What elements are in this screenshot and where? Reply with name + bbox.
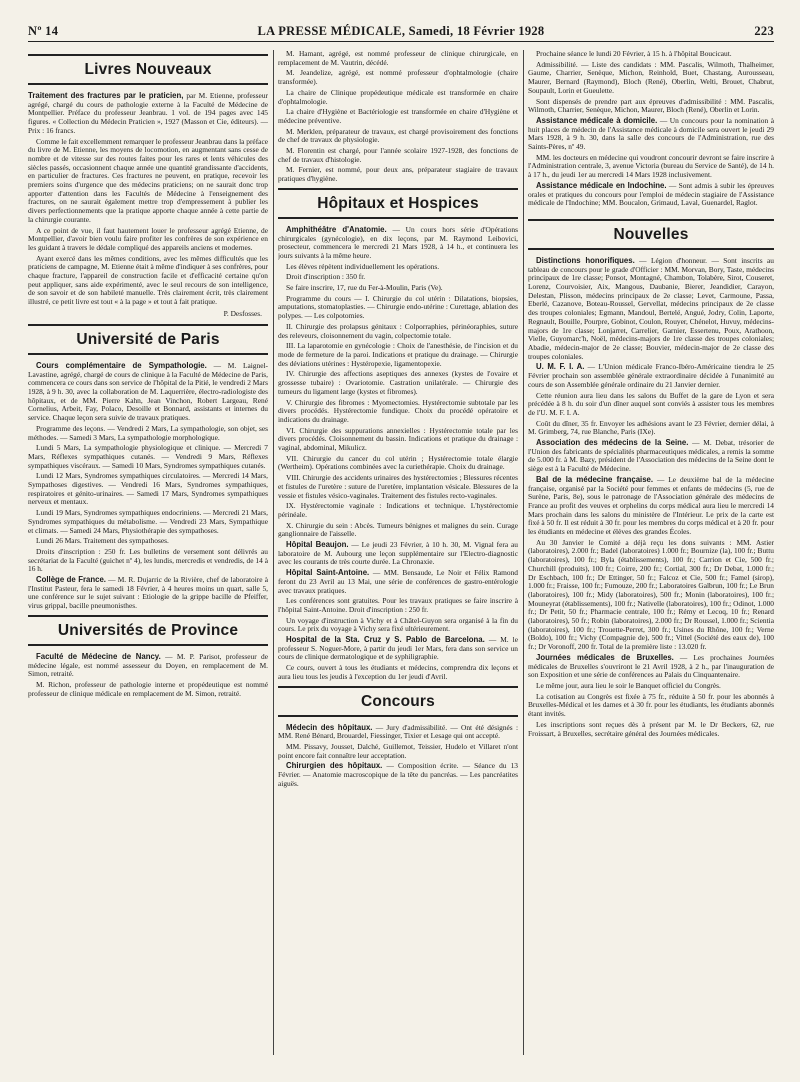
news-item xyxy=(278,724,518,741)
paragraph: III. La laparotomie en gynécologie : Choix de l'anesthésie, de l'incision et du mode de fermeture de la paroi. Indications et pratique du drainage. — Chirurgie des déviations utérines : Hystéropexie, ligamentopexie. xyxy=(278,341,518,368)
paragraph: M. Fernier, est nommé, pour deux ans, préparateur stagiaire de travaux pratiques d'hygiène. xyxy=(278,165,518,184)
paragraph: Prochaine séance le lundi 20 Février, à 15 h. à l'hôpital Boucicaut. xyxy=(536,50,732,58)
book-title: Traitement des fractures par le praticien, xyxy=(28,91,184,100)
item-heading: U. M. F. I. A. xyxy=(536,362,585,372)
issue-number: Nº 14 xyxy=(28,24,59,38)
item-body: — Un concours pour la nomination à huit places de médecin de l'Assistance médicale à domicile sera ouvert le jeudi 29 Mars 1928, à 9 h. 30, dans la salle des concours de l'Administration, rue des Saints-Pères, nº 49. xyxy=(528,115,774,152)
paragraph: Ayant exercé dans les mêmes conditions, avec les mêmes difficultés que les praticiens de campagne, M. Etienne était à même d'indiquer à ses confrères, pour chaque fracture, l'appareil de construction facile et d'efficacité certaine qu'on peut appliquer, sans aide expérimenté, avec le seul recours de son intelligence, de son savoir et de son habileté manuelle. Très clairement écrit, très clairement illustré, ce petit livre est tout « à la page » et tout à fait pratique. xyxy=(28,253,268,307)
book-entry xyxy=(28,92,268,136)
paragraph: Lundi 5 Mars, La sympathologie physiologique et clinique. — Mercredi 7 Mars, Réflexes sympathiques cutanés. — Vendredi 9 Mars, Réflexes sympathiques viscéraux. — Samedi 10 Mars, Syndromes sympathiques cutanés. xyxy=(28,443,268,470)
news-item xyxy=(28,653,268,679)
item-heading: Journées médicales de Bruxelles. xyxy=(536,652,674,662)
news-item xyxy=(528,117,774,152)
item-body: — Un cours hors série d'Opérations chirurgicales (gynécologie), en dix leçons, par M. Raymond Leibovici, prosecteur, commencera le mercredi 21 Mars 1928, à 14 h., et continuera les jours suivants à la même heure. xyxy=(278,224,518,260)
column-2 xyxy=(278,50,518,1060)
paragraph: MM. les docteurs en médecine qui voudront concourir devront se faire inscrire à l'Administration centrale, 3, avenue Victoria (bureau du Service de Santé), de 14 h. à 17 h., du jeudi 1er au mercredi 14 Mars 1928 inclusivement. xyxy=(528,152,774,180)
item-heading: Hôpital Saint-Antoine. xyxy=(286,568,370,578)
news-item xyxy=(28,576,268,611)
paragraph: M. Richon, professeur de pathologie interne et propédeutique est nommé professeur de clinique médicale en remplacement de M. Simon, retraité. xyxy=(28,679,268,698)
column-divider xyxy=(523,50,524,1055)
item-body: — Le jeudi 23 Février, à 10 h. 30, M. Vignal fera au laboratoire de M. Aubourg une leçon supplémentaire sur l'Electro-diagnostic avec les courants de très courte durée. La Chronaxie. xyxy=(278,540,518,567)
paragraph: A ce point de vue, il faut hautement louer le professeur agrégé Etienne, de Montpellier, d'avoir bien voulu faire profiter les confrères de son expérience en les guidant à travers le dédale compliqué des appareils anciens et modernes. xyxy=(28,225,268,252)
news-item xyxy=(528,182,774,208)
section-title: Universités de Province xyxy=(57,621,239,639)
item-heading: Assistance médicale à domicile. xyxy=(536,115,658,125)
paragraph: Lundi 19 Mars, Syndromes sympathiques endocriniens. — Mercredi 21 Mars, Syndromes sympathiques du métabolisme. — Vendredi 23 Mars, Sympathique et climats. — Samedi 24 Mars, Physiothérapie des sympathoses. xyxy=(28,508,268,535)
paragraph: IV. Chirurgie des affections aseptiques des annexes (kystes de l'ovaire et grossesse tubaire) : Ovariotomie. Castration unilatérale. — Chirurgie des tumeurs du ligament large (kystes et fibromes). xyxy=(278,369,518,396)
news-item xyxy=(28,362,268,423)
book-details: par M. Etienne, professeur agrégé, chargé du cours de pathologie externe à la Faculté de Médecine de Montpellier. Préface du professeur Jeanbrau. 1 vol. de 194 pages avec 145 figures. « Collection du Médecin Praticien », 1927 (Masson et Cie, éditeurs). — Prix : 16 francs. xyxy=(28,91,268,135)
page-number: 223 xyxy=(754,24,774,38)
item-body: — Sont admis à subir les épreuves orales et pratiques du concours pour l'emploi de médecin stagiaire de l'Assistance médicale de l'Indochine; MM. Boucalon, Grimaud, Laval, Guenardel, Raglot. xyxy=(528,180,774,208)
section-header-nouvelles xyxy=(528,219,774,250)
paragraph: X. Chirurgie du sein : Abcès. Tumeurs bénignes et malignes du sein. Curage ganglionnaire de l'aisselle. xyxy=(278,520,518,539)
paragraph: Les inscriptions sont reçues dès à présent par M. le Dr Beckers, 62, rue Froissart, à Bruxelles, secrétaire général des Journées médicales. xyxy=(528,719,774,738)
news-item xyxy=(528,476,774,537)
item-heading: Amphithéâtre d'Anatomie. xyxy=(286,224,387,234)
section-title: Nouvelles xyxy=(613,225,689,243)
item-body: — MM. Bensaude, Le Noir et Félix Ramond feront du 23 Avril au 13 Mai, une série de conférences de gastro-entérologie avec travaux pratiques. xyxy=(278,568,518,595)
paragraph: Lundi 26 Mars. Traitement des sympathoses. xyxy=(36,536,169,546)
paragraph: Comme le fait excellemment remarquer le professeur Jeanbrau dans la préface du livre de M. Etienne, les moyens de locomotion, en augmentant sans cesse de nombre et de vitesse sur des routes faites pour les rares et lents véhicules des siècles passés, occasionnent chaque année une quantité grandissante d'accidents, en particulier de fractures. Ces fractures ne peuvent, en pratique, recevoir les premiers soins d'urgence que des médecins praticiens; on ne saurait donc trop apporter d'attention dans les Facultés de Médecine à l'enseignement des fractures, on ne saurait également mettre trop d'empressement à publier les divers perfectionnements que la pratique apporte chaque année à cette partie de la chirurgie courante. xyxy=(28,136,268,224)
news-item xyxy=(278,569,518,595)
paragraph: Droits d'inscription : 250 fr. Les bulletins de versement sont délivrés au secrétariat de la Faculté (guichet nº 4), les lundis, mercredis et vendredis, de 14 à 16 h. xyxy=(28,546,268,574)
item-heading: Bal de la médecine française. xyxy=(536,474,654,484)
news-item xyxy=(528,654,774,680)
paragraph: II. Chirurgie des prolapsus génitaux : Colporraphies, périnéoraphies, suture des releveurs, cloisonnement du vagin, colpectomie totale. xyxy=(278,321,518,340)
paragraph: VIII. Chirurgie des accidents urinaires des hystérectomies ; Blessures récentes et fistules de l'uretère : suture de l'uretère, implantation vésicale. Blessures de la vessie et fistules vésico-vaginales. Traitement des fistules recto-vaginales. xyxy=(278,473,518,500)
paragraph: Le même jour, aura lieu le soir le Banquet officiel du Congrès. xyxy=(536,681,721,690)
section-header-province xyxy=(28,615,268,646)
item-heading: Collège de France. xyxy=(36,575,106,585)
paragraph: Les élèves répètent individuellement les opérations. xyxy=(286,261,440,271)
news-item xyxy=(528,257,774,361)
paragraph: M. Florentin est chargé, pour l'année scolaire 1927-1928, des fonctions de chef de travaux d'histologie. xyxy=(278,146,518,164)
paragraph: Au 30 Janvier le Comité a déjà reçu les dons suivants : MM. Astier (laboratoires), 2.000 fr.; Badel (laboratoires) 1.000 fr.; Bournize (la), 100 fr.; Buttu (laboratoires), 100 fr.; Byla (établissements), 100 fr.; Carrion et Cie, 500 fr.; Churchill (produits), 100 fr.; Coirre, 200 fr.; Cortial, 300 fr.; Dr Debat, 1.000 fr.; Dr Eschbach, 100 fr.; Dr Ettinger, 50 fr.; Falcoz et Cie, 500 fr.; Famel (sirop), 1.000 fr.; Fraisse, 100 fr.; Fumouze, 200 fr.; Laboratoires Galbrun, 100 fr.; Le Brun (laboratoires), 100 fr.; Midy (laboratoires), 500 fr.; Monin (laboratoires), 100 fr.; Mouneyrat (établissements), 100 fr.; Nativelle (laboratoires), 100 fr.; Odinot, 1.000 fr.; Dr Petit, 50 fr.; Pharmacie centrale, 100 fr.; Rémy et Lecoq, 10 fr.; Renard (laboratoires), 50 fr.; Robin (laboratoires), 2.000 fr.; Dr Roussel, 1.000 fr.; Scientia (laboratoires), 100 fr.; Trouette-Perret, 300 fr.; Usines du Rhône, 100 fr.; Verne (Boldo), 100 fr.; Vichy (Compagnie de), 500 fr.; Vittel (Société des eaux de), 100 fr.; Dr Voronoff, 200 fr. Total de la première liste : 13.020 fr. xyxy=(528,537,774,652)
section-title: Hôpitaux et Hospices xyxy=(317,194,479,212)
item-heading: Chirurgien des hôpitaux. xyxy=(286,761,383,771)
paragraph: M. Jeandelize, agrégé, est nommé professeur d'ophtalmologie (chaire transformée). xyxy=(278,68,518,87)
paragraph: La cotisation au Congrès est fixée à 75 fr., réduite à 50 fr. pour les abonnés à Bruxelles-Médical et les dames et à 30 fr. pour les étudiants, les étudiants abonnés étant invités. xyxy=(528,691,774,719)
paragraph: Sont dispensés de prendre part aux épreuves d'admissibilité : MM. Pascalis, Wilmoth, Charrier, Senèque, Michon, Maurer, Bloch (René), Oberlin et Lorin. xyxy=(528,96,774,115)
column-divider xyxy=(273,50,274,1055)
paragraph: Droit d'inscription : 350 fr. xyxy=(286,272,366,282)
paragraph: VII. Chirurgie du cancer du col utérin ; Hystérectomie totale élargie (Wertheim). Opérations combinées avec la curiethérapie. Choix du drainage. xyxy=(278,453,518,472)
item-body: — Légion d'honneur. — Sont inscrits au tableau de concours pour le grade d'Officier : MM. Morvan, Bory, Taste, médecins principaux de 1re classe; Ponsot, Montagné, Chambon, Tolabère, Sirot, Couseret, Lorenz, Courvoisier, Aix, Mangous, Daubanie, Bierer, Jeandidier, Carayon, Delestan, Plisson, médecins principaux de 2e classe; Levet, Carmoune, Passa, Eberlé, Cazanove, Boteau-Roussel, Gervellat, médecins principaux de 2e classe des troupes coloniales; Egmann, Mandoul, Bertelé, Angué, Jodry, Colin, Laporte, Regnault, Bouille, Pourpre, Gobinot, Coulon, Rouyer, Chénelot, Huvuy, médecins-majors de 1re classe; Lonjarret, Carrelier, Garnier, Essertenu, Poux, Arathoon, Vielle, Guyomarc'h, Noël, médecins-majors de 1re classe des troupes coloniales; Abadie, médecin-major de 2e classe; Bouvier, médecin-major de 2e classe des troupes coloniales. xyxy=(528,255,774,361)
item-body: — M. R. Dujarric de la Rivière, chef de laboratoire à l'Institut Pasteur, fera le samedi 18 Février, à 4 heures moins un quart, salle 5, une conférence sur le sujet suivant : Etiologie de la grippe bacille de Pfeiffer, virus grippal, bacille pneumonisthes. xyxy=(28,575,268,611)
section-title: Livres Nouveaux xyxy=(84,61,212,78)
section-title: Université de Paris xyxy=(76,330,220,348)
paragraph: La chaire de Clinique propédeutique médicale est transformée en chaire d'ophtalmologie. xyxy=(278,87,518,106)
item-heading: Cours complémentaire de Sympathologie. xyxy=(36,360,207,370)
item-body: — Les prochaines Journées médicales de Bruxelles s'ouvriront le 21 Avril 1928, à 2 h., par l'inauguration de son Exposition et une série de conférences au Palais du Cinquantenaire. xyxy=(528,652,774,680)
page-header xyxy=(28,24,774,40)
paragraph: V. Chirurgie des fibromes : Myomectomies. Hystérectomie subtotale par les divers procédés. Hystérectomie fundique. Choix du procédé opératoire et indications du drainage. xyxy=(278,397,518,424)
item-body: — Le deuxième bal de la médecine française, organisé par la Société pour femmes et enfants de médecins (5, rue de Surène, Paris, 8e), sous le patronage de l'Association générale des médecins de France au profit des veuves et orphelins du corps médical aura lieu le mercredi 14 Mars prochain dans les salons du ministère de l'Intérieur. Le prix de la carte est fixé à 50 fr. Il est réduit à 30 fr. pour les membres du corps médical et à 20 fr. pour les étudiants en médecine et élèves des grandes Écoles. xyxy=(528,474,774,537)
section-header-concours xyxy=(278,686,518,717)
paragraph: Programme du cours — I. Chirurgie du col utérin : Dilatations, biopsies, amputations, stomatoplasties. — Chirurgie endo-utérine : Curettage, ablation des polypes. — Les colpotomies. xyxy=(278,293,518,321)
item-body: — Jury d'admissibilité. — Ont été désignés : MM. René Bénard, Brouardel, Fiessinger, Tixier et Lesage qui ont accepté. xyxy=(278,722,518,741)
paragraph: VI. Chirurgie des suppurations annexielles : Hystérectomie totale par les divers procédés. Cloisonnement du bassin. Indications et pratique du drainage : vaginal, abdominal, Mikulicz. xyxy=(278,425,518,453)
paragraph: La chaire d'Hygiène et Bactériologie est transformée en chaire d'Hygiène et médecine préventive. xyxy=(278,107,518,125)
news-item xyxy=(278,636,518,662)
item-heading: Médecin des hôpitaux. xyxy=(286,722,373,732)
item-heading: Distinctions honorifiques. xyxy=(536,255,635,265)
review-signature: P. Desfosses. xyxy=(223,308,262,318)
item-heading: Assistance médicale en Indochine. xyxy=(536,180,667,190)
paragraph: Coût du dîner, 35 fr. Envoyer les adhésions avant le 23 Février, dernier délai, à M. Grimberg, 74, rue Blanche, Paris (IXe). xyxy=(528,418,774,437)
item-heading: Hospital de la Sta. Cruz y S. Pablo de Barcelona. xyxy=(286,635,485,645)
header-rule xyxy=(28,41,774,42)
news-item xyxy=(528,439,774,474)
journal-title: LA PRESSE MÉDICALE, Samedi, 18 Février 1928 xyxy=(257,24,545,38)
item-heading: Faculté de Médecine de Nancy. xyxy=(36,651,161,661)
section-header-paris xyxy=(28,324,268,355)
item-body: — L'Union médicale Franco-Ibéro-Américaine tiendra le 25 Février prochain son assemblée générale extraordinaire décidée à l'unanimité au cours de son Assemblée générale ordinaire du 21 Janvier dernier. xyxy=(528,362,774,389)
item-heading: Hôpital Beaujon. xyxy=(286,540,349,550)
paragraph: IX. Hystérectomie vaginale : Indications et technique. L'hystérectomie périnéale. xyxy=(278,501,518,519)
column-3 xyxy=(528,50,774,1060)
paragraph: Lundi 12 Mars, Syndromes sympathiques circulatoires. — Mercredi 14 Mars, Sympathoses digestives. — Vendredi 16 Mars, Syndromes sympathiques, respiratoires et génito-urinaires. — Samedi 17 Mars, Syndromes sympathiques nerveux et mentaux. xyxy=(28,471,268,507)
item-body: — Composition écrite. — Séance du 13 Février. — Anatomie macroscopique de la tête du pancréas. — Les pancréatites aiguës. xyxy=(278,761,518,788)
paragraph: MM. Pissavy, Jousset, Dalché, Guillemot, Teissier, Hudelo et Villaret n'ont point encore fait connaître leur acceptation. xyxy=(278,742,518,760)
item-heading: Association des médecins de la Seine. xyxy=(536,438,689,448)
paragraph: Les conférences sont gratuites. Pour les travaux pratiques se faire inscrire à l'hôpital Saint-Antoine. Droit d'inscription : 250 fr. xyxy=(278,596,518,614)
paragraph: M. Merklen, préparateur de travaux, est chargé provisoirement des fonctions de chef de travaux de physiologie. xyxy=(278,126,518,145)
news-item xyxy=(528,363,774,389)
item-body: — M. P. Parisot, professeur de médecine légale, est nommé assesseur du Doyen, en remplacement de M. Simon, retraité. xyxy=(28,651,268,679)
paragraph: Admissibilité. — Liste des candidats : MM. Pascalis, Wilmoth, Thalheimer, Gaume, Charrier, Senèque, Michon, Reinhold, Buet, Chastang, Aurousseau, Maurer, Bernard (Raymond), Bloch (René), Oberlin, Welti, Brouet, Chabrut, Soupault, Lorin et Gueulette. xyxy=(528,59,774,95)
paragraph: Un voyage d'instruction à Vichy et à Châtel-Guyon sera organisé à la fin du cours. Le prix du voyage à Vichy sera fixé ultérieurement. xyxy=(278,615,518,634)
news-item xyxy=(278,541,518,567)
news-item xyxy=(278,226,518,261)
section-header-livres xyxy=(28,54,268,85)
paragraph: Cette réunion aura lieu dans les salons du Buffet de la gare de Lyon et sera précédée à 8 h. du soir d'un dîner auquel sont conviés à assister tous les membres de l'U. M. F. I. A. xyxy=(528,390,774,417)
paragraph: Se faire inscrire, 17, rue du Fer-à-Moulin, Paris (Ve). xyxy=(286,283,443,293)
column-1 xyxy=(28,50,268,1060)
item-body: — M. Laignel-Lavastine, agrégé, chargé de cours de clinique à la Faculté de Médecine de Paris, commencera ce cours dans son service de l'hôpital de la Pitié, le vendredi 2 Mars 1928, à 9 h. 30, avec la collaboration de M. Laquerrière, électro-radiologiste des hôpitaux, et de MM. Pierre Kahn, Jean Vinchon, Robert Largeau, René Cornelius, Arbeit, Fay, Polaco, Desoille et Bonnard, assistants et internes du service. Chaque leçon sera suivie de travaux pratiques. xyxy=(28,360,268,423)
section-header-hopitaux xyxy=(278,188,518,219)
paragraph: M. Hamant, agrégé, est nommé professeur de clinique chirurgicale, en remplacement de M. Vautrin, décédé. xyxy=(278,50,518,67)
section-title: Concours xyxy=(361,692,435,710)
paragraph: Ce cours, ouvert à tous les étudiants et médecins, comprendra dix leçons et aura lieu tous les jeudis à l'exception du 1er jeudi d'Avril. xyxy=(278,663,518,681)
item-body: — M. le professeur S. Noguer-More, à partir du jeudi 1er Mars, fera dans son service un cours de clinique dermatologique et de syphiligraphie. xyxy=(278,635,518,662)
item-body: — M. Debat, trésorier de l'Union des fabricants de spécialités pharmaceutiques médicales, a remis la somme de 5.000 fr. à M. Bazy, président de l'Association des médecins de la Seine dont le siège est à la Faculté de Médecine. xyxy=(528,438,774,474)
paragraph: Programme des leçons. — Vendredi 2 Mars, La sympathologie, son objet, ses méthodes. — Samedi 3 Mars, La sympathologie morphologique. xyxy=(28,423,268,442)
news-item xyxy=(278,762,518,788)
